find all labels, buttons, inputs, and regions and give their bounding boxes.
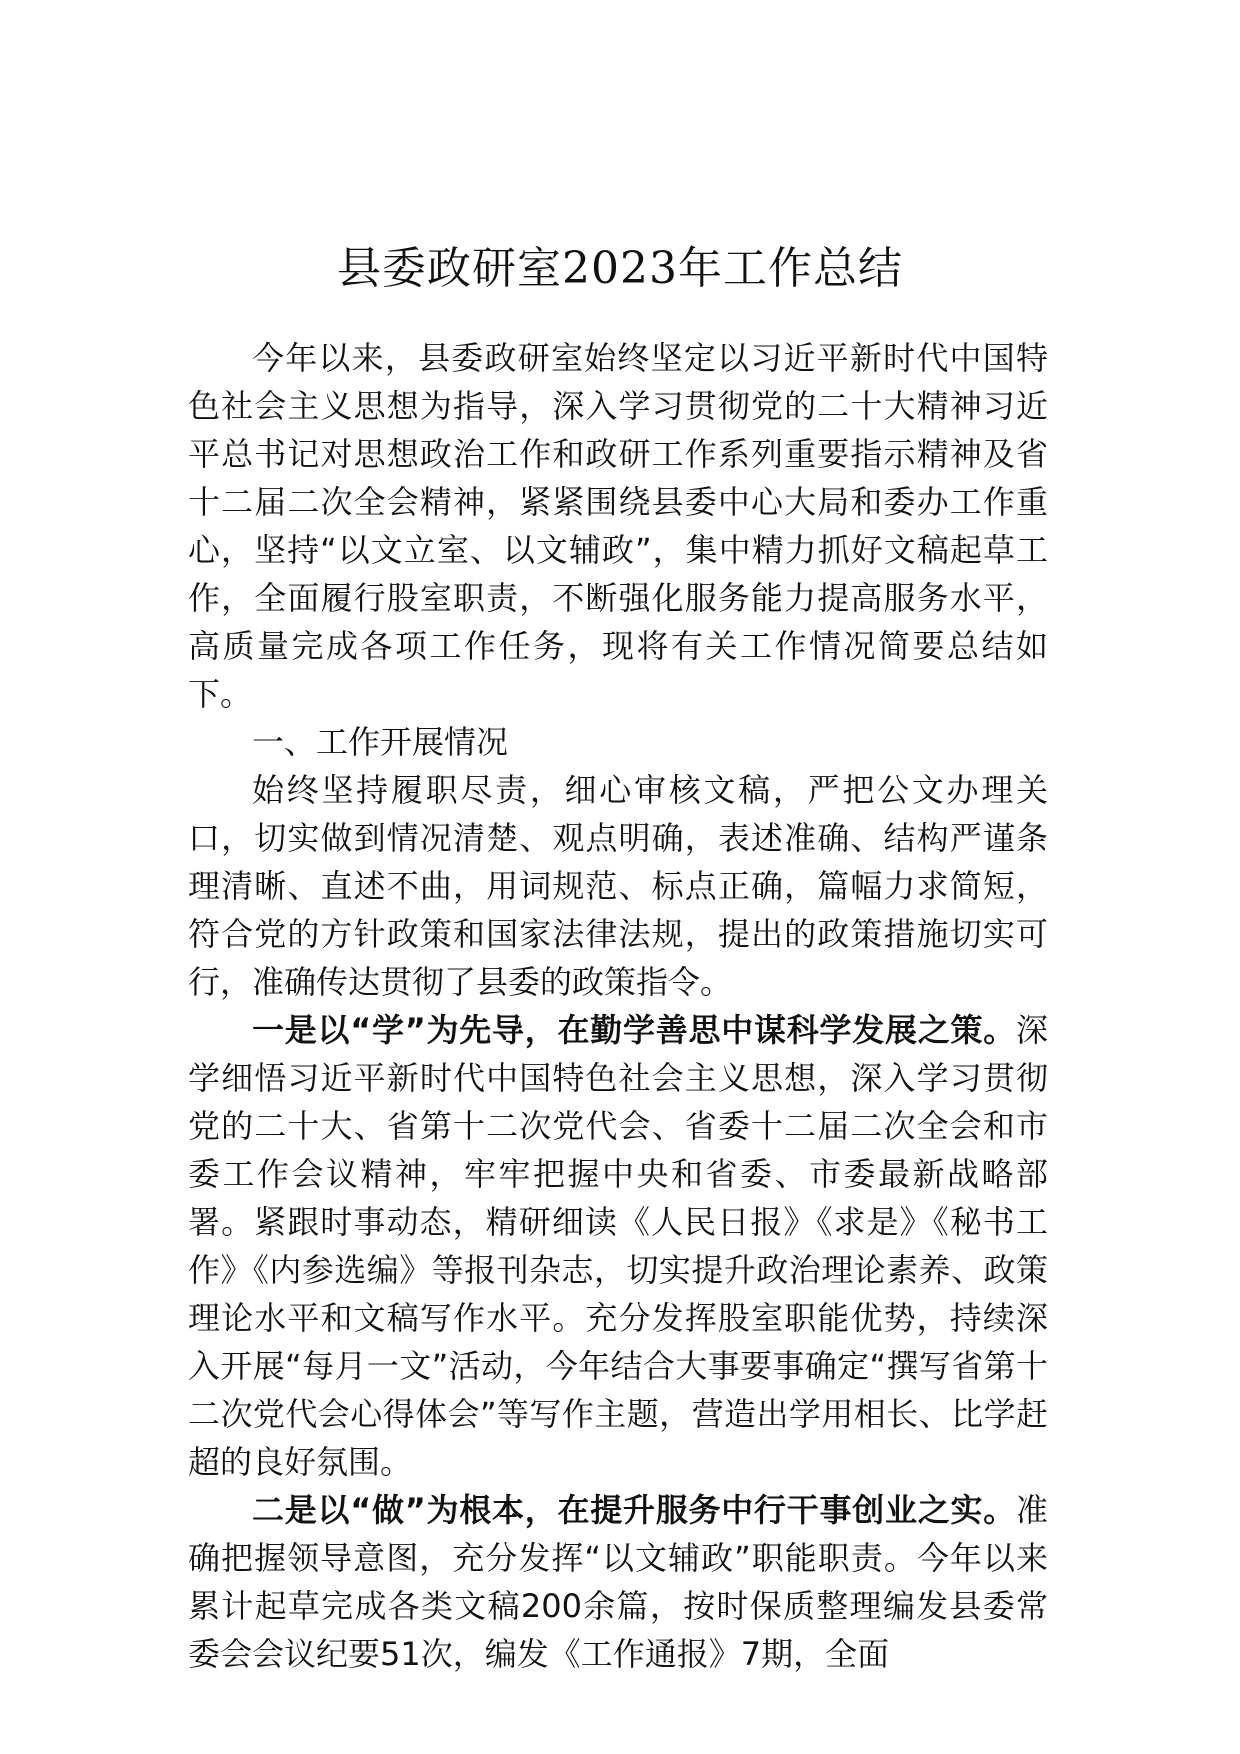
item-one-lead: 一是以“学”为先导，在勤学善思中谋科学发展之策。 — [252, 1011, 1016, 1049]
intro-paragraph: 今年以来，县委政研室始终坚定以习近平新时代中国特色社会主义思想为指导，深入学习贯彻党的二十大精神习近平总书记对思想政治工作和政研工作系列重要指示精神及省十二届二次全会精神，紧紧围绕县委中心大局和委办工作重心，坚持“以文立室、以文辅政”，集中精力抓好文稿起草工作，全面履行股室职责，不断强化服务能力提高服务水平，高质量完成各项工作任务，现将有关工作情况简要总结如下。 — [188, 339, 1048, 713]
item-two-lead: 二是以“做”为根本，在提升服务中行干事创业之实。 — [252, 1491, 1016, 1529]
document-title: 县委政研室2023年工作总结 — [337, 243, 903, 295]
item-one-paragraph — [188, 1006, 1048, 1486]
item-two-body: 准确把握领导意图，充分发挥“以文辅政”职能职责。今年以来累计起草完成各类文稿200余篇，按时保质整理编发县委常委会会议纪要51次，编发《工作通报》7期，全面 — [188, 1491, 1048, 1673]
document-body — [188, 334, 1048, 1678]
section-paragraph: 始终坚持履职尽责，细心审核文稿，严把公文办理关口，切实做到情况清楚、观点明确，表述准确、结构严谨条理清晰、直述不曲，用词规范、标点正确，篇幅力求简短，符合党的方针政策和国家法律法规，提出的政策措施切实可行，准确传达贯彻了县委的政策指令。 — [188, 771, 1048, 1001]
item-one-body: 深学细悟习近平新时代中国特色社会主义思想，深入学习贯彻党的二十大、省第十二次党代会、省委十二届二次全会和市委工作会议精神，牢牢把握中央和省委、市委最新战略部署。紧跟时事动态，精研细读《人民日报》《求是》《秘书工作》《内参选编》等报刊杂志，切实提升政治理论素养、政策理论水平和文稿写作水平。充分发挥股室职能优势，持续深入开展“每月一文”活动，今年结合大事要事确定“撰写省第十二次党代会心得体会”等写作主题，营造出学用相长、比学赶超的良好氛围。 — [188, 1011, 1048, 1481]
item-two-paragraph — [188, 1486, 1048, 1678]
section-heading: 一、工作开展情况 — [252, 723, 509, 761]
